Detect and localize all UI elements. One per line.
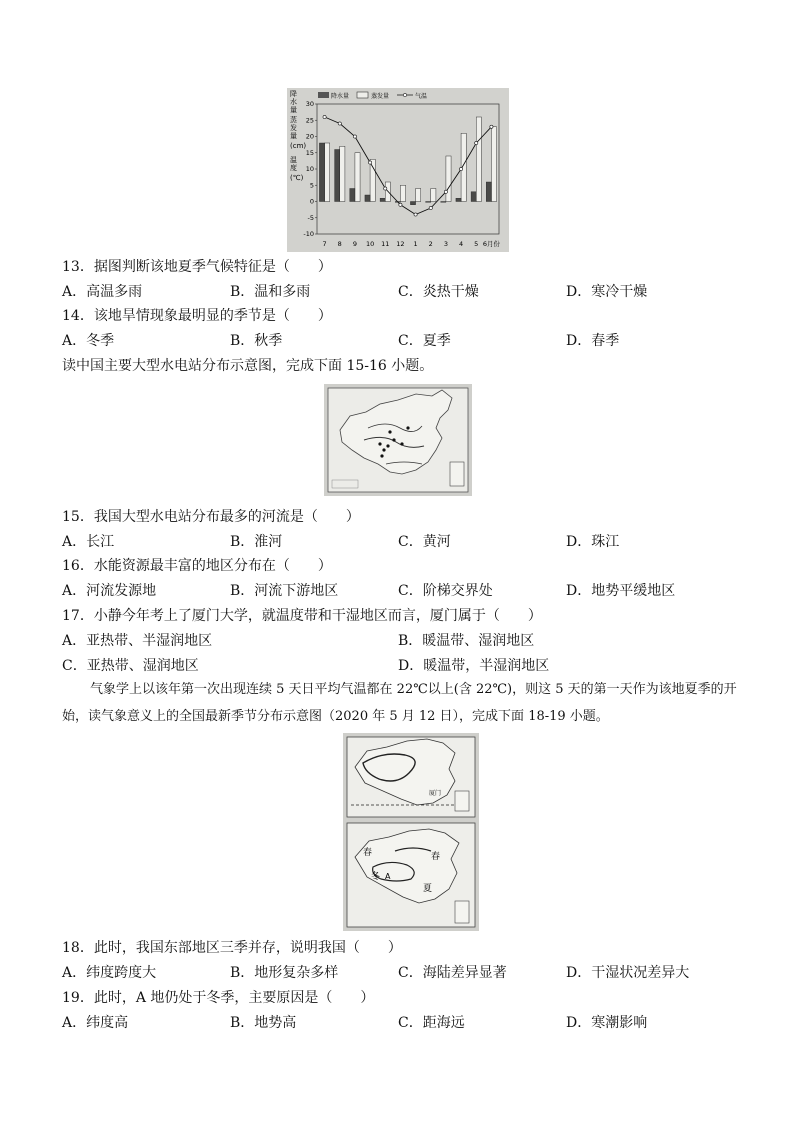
q18-option-b[interactable]: B．地形复杂多样 xyxy=(230,965,339,981)
q17-option-a[interactable]: A．亚热带、半湿润地区 xyxy=(62,633,213,649)
q18-option-c[interactable]: C．海陆差异显著 xyxy=(398,965,507,981)
precip-bar xyxy=(365,195,370,202)
y-tick-label: -5 xyxy=(307,213,314,222)
y-tick-label: 10 xyxy=(305,165,314,174)
temp-point xyxy=(414,213,417,216)
q19-stem: 19．此时，A 地仍处于冬季，主要原因是（ ） xyxy=(62,990,375,1006)
precip-bar xyxy=(319,143,324,202)
q17-option-b[interactable]: B．暖温带、湿润地区 xyxy=(398,633,535,649)
temp-point xyxy=(338,122,341,125)
q13-option-c[interactable]: C．炎热干燥 xyxy=(398,284,479,300)
q14-option-a[interactable]: A．冬季 xyxy=(62,333,115,349)
station-marker xyxy=(392,438,395,441)
q16-option-d[interactable]: D．地势平缓地区 xyxy=(566,583,676,599)
q13-option-d[interactable]: D．寒冷干燥 xyxy=(566,284,648,300)
q15-option-d[interactable]: D．珠江 xyxy=(566,534,620,550)
temp-point xyxy=(323,115,326,118)
q14-option-b[interactable]: B．秋季 xyxy=(230,333,283,349)
y-axis-label: 降水量 蒸发量 (cm) 温度(℃) xyxy=(290,90,307,182)
evap-bar xyxy=(340,146,345,201)
legend-evap-swatch xyxy=(357,92,368,98)
city-label-xiamen: 厦门 xyxy=(429,790,442,797)
q18-option-a[interactable]: A．纬度跨度大 xyxy=(62,965,157,981)
evap-bar xyxy=(431,189,436,202)
legend-temp-marker xyxy=(403,93,406,96)
y-tick-label: 20 xyxy=(305,132,314,141)
intro-18-19: 气象学上以该年第一次出现连续 5 天日平均气温都在 22℃以上(含 22℃)，则这 5 天的第一天作为该地夏季的开始，读气象意义上的全国最新季节分布示意图（2020 年 5 月 12 日），完成下面 18-19 小题。 xyxy=(62,682,737,724)
q15-stem: 15．我国大型水电站分布最多的河流是（ ） xyxy=(62,509,360,525)
q18-option-d[interactable]: D．干湿状况差异大 xyxy=(566,965,690,981)
y-tick-label: 0 xyxy=(309,197,314,206)
hydropower-map xyxy=(324,384,472,496)
q13-option-a[interactable]: A．高温多雨 xyxy=(62,284,143,300)
precip-bar xyxy=(426,202,431,203)
x-tick-label: 5 xyxy=(474,240,479,248)
x-tick-label: 3 xyxy=(443,240,448,248)
label-spring-west: 春 xyxy=(363,848,373,858)
temp-point xyxy=(368,161,371,164)
q16-option-c[interactable]: C．阶梯交界处 xyxy=(398,583,493,599)
temp-point xyxy=(459,167,462,170)
season-map-svg xyxy=(343,733,479,931)
q17-option-c[interactable]: C．亚热带、湿润地区 xyxy=(62,658,199,674)
label-winter: 冬 xyxy=(371,872,381,882)
station-marker xyxy=(406,426,409,429)
evap-bar xyxy=(476,117,481,202)
precip-bar xyxy=(335,150,340,202)
y-tick-label: 15 xyxy=(305,148,314,157)
x-tick-label: 1 xyxy=(413,240,418,248)
q19-option-a[interactable]: A．纬度高 xyxy=(62,1015,129,1031)
x-tick-label: 11 xyxy=(381,240,390,248)
precip-bar xyxy=(441,202,446,203)
precip-bar xyxy=(456,198,461,201)
q14-option-d[interactable]: D．春季 xyxy=(566,333,620,349)
q16-option-a[interactable]: A．河流发源地 xyxy=(62,583,157,599)
label-spring-east: 春 xyxy=(431,852,441,862)
precip-bar xyxy=(471,192,476,202)
station-marker xyxy=(378,442,381,445)
q15-option-b[interactable]: B．淮河 xyxy=(230,534,283,550)
y-tick-label: 5 xyxy=(309,181,314,190)
q14-stem: 14．该地旱情现象最明显的季节是（ ） xyxy=(62,308,332,324)
q13-option-b[interactable]: B．温和多雨 xyxy=(230,284,311,300)
y-tick-label: -10 xyxy=(303,230,314,239)
station-marker xyxy=(400,442,403,445)
q17-option-d[interactable]: D．暖温带，半湿润地区 xyxy=(398,658,550,674)
intro-15-16: 读中国主要大型水电站分布示意图，完成下面 15-16 小题。 xyxy=(62,358,434,374)
x-tick-label: 8 xyxy=(337,240,342,248)
q14-option-c[interactable]: C．夏季 xyxy=(398,333,451,349)
evap-bar xyxy=(325,143,330,202)
temp-point xyxy=(429,206,432,209)
south-china-sea-inset xyxy=(450,462,464,486)
x-tick-label: 9 xyxy=(352,240,357,248)
q19-option-c[interactable]: C．距海远 xyxy=(398,1015,465,1031)
station-marker xyxy=(380,454,383,457)
evap-bar xyxy=(400,185,405,201)
precip-bar xyxy=(350,189,355,202)
x-tick-label: 2 xyxy=(428,240,433,248)
temp-point xyxy=(399,203,402,206)
q16-option-b[interactable]: B．河流下游地区 xyxy=(230,583,339,599)
evap-bar xyxy=(446,156,451,202)
legend-temp-label: 气温 xyxy=(415,93,428,100)
evap-bar xyxy=(416,189,421,202)
y-tick-label: 25 xyxy=(305,116,314,125)
q17-stem: 17．小静今年考上了厦门大学，就温度带和干湿地区而言，厦门属于（ ） xyxy=(62,608,542,624)
evap-bar xyxy=(491,127,496,202)
label-point-a: A xyxy=(385,872,391,881)
temp-point xyxy=(490,125,493,128)
q13-stem: 13．据图判断该地夏季气候特征是（ ） xyxy=(62,259,332,275)
legend-precip-label: 降水量 xyxy=(331,93,350,100)
temp-point xyxy=(353,135,356,138)
evap-bar xyxy=(370,159,375,201)
climate-chart-svg xyxy=(287,88,509,252)
evap-bar xyxy=(355,153,360,202)
x-tick-label: 4 xyxy=(459,240,464,248)
x-tick-label: 7 xyxy=(322,240,327,248)
temp-point xyxy=(444,190,447,193)
q16-stem: 16．水能资源最丰富的地区分布在（ ） xyxy=(62,558,332,574)
x-tick-label: 6月份 xyxy=(482,240,500,248)
station-marker xyxy=(388,430,391,433)
q19-option-b[interactable]: B．地势高 xyxy=(230,1015,297,1031)
station-marker xyxy=(386,444,389,447)
q15-option-c[interactable]: C．黄河 xyxy=(398,534,451,550)
x-tick-label: 10 xyxy=(365,240,375,248)
precip-bar xyxy=(380,198,385,201)
q19-option-d[interactable]: D．寒潮影响 xyxy=(566,1015,648,1031)
hydropower-map-svg xyxy=(324,384,472,496)
season-map xyxy=(343,733,479,931)
station-marker xyxy=(382,448,385,451)
season-map-bottom-inset xyxy=(455,901,469,923)
q18-stem: 18．此时，我国东部地区三季并存，说明我国（ ） xyxy=(62,940,402,956)
legend-evap-label: 蒸发量 xyxy=(371,93,390,100)
precip-bar xyxy=(486,182,491,202)
climate-chart xyxy=(287,88,509,252)
x-tick-label: 12 xyxy=(396,240,405,248)
precip-bar xyxy=(410,202,415,205)
label-summer: 夏 xyxy=(423,884,433,894)
legend-precip-swatch xyxy=(318,92,329,98)
temp-point xyxy=(384,187,387,190)
q15-option-a[interactable]: A．长江 xyxy=(62,534,115,550)
y-tick-label: 30 xyxy=(305,100,314,109)
temp-point xyxy=(475,141,478,144)
season-map-top-inset xyxy=(455,791,469,811)
